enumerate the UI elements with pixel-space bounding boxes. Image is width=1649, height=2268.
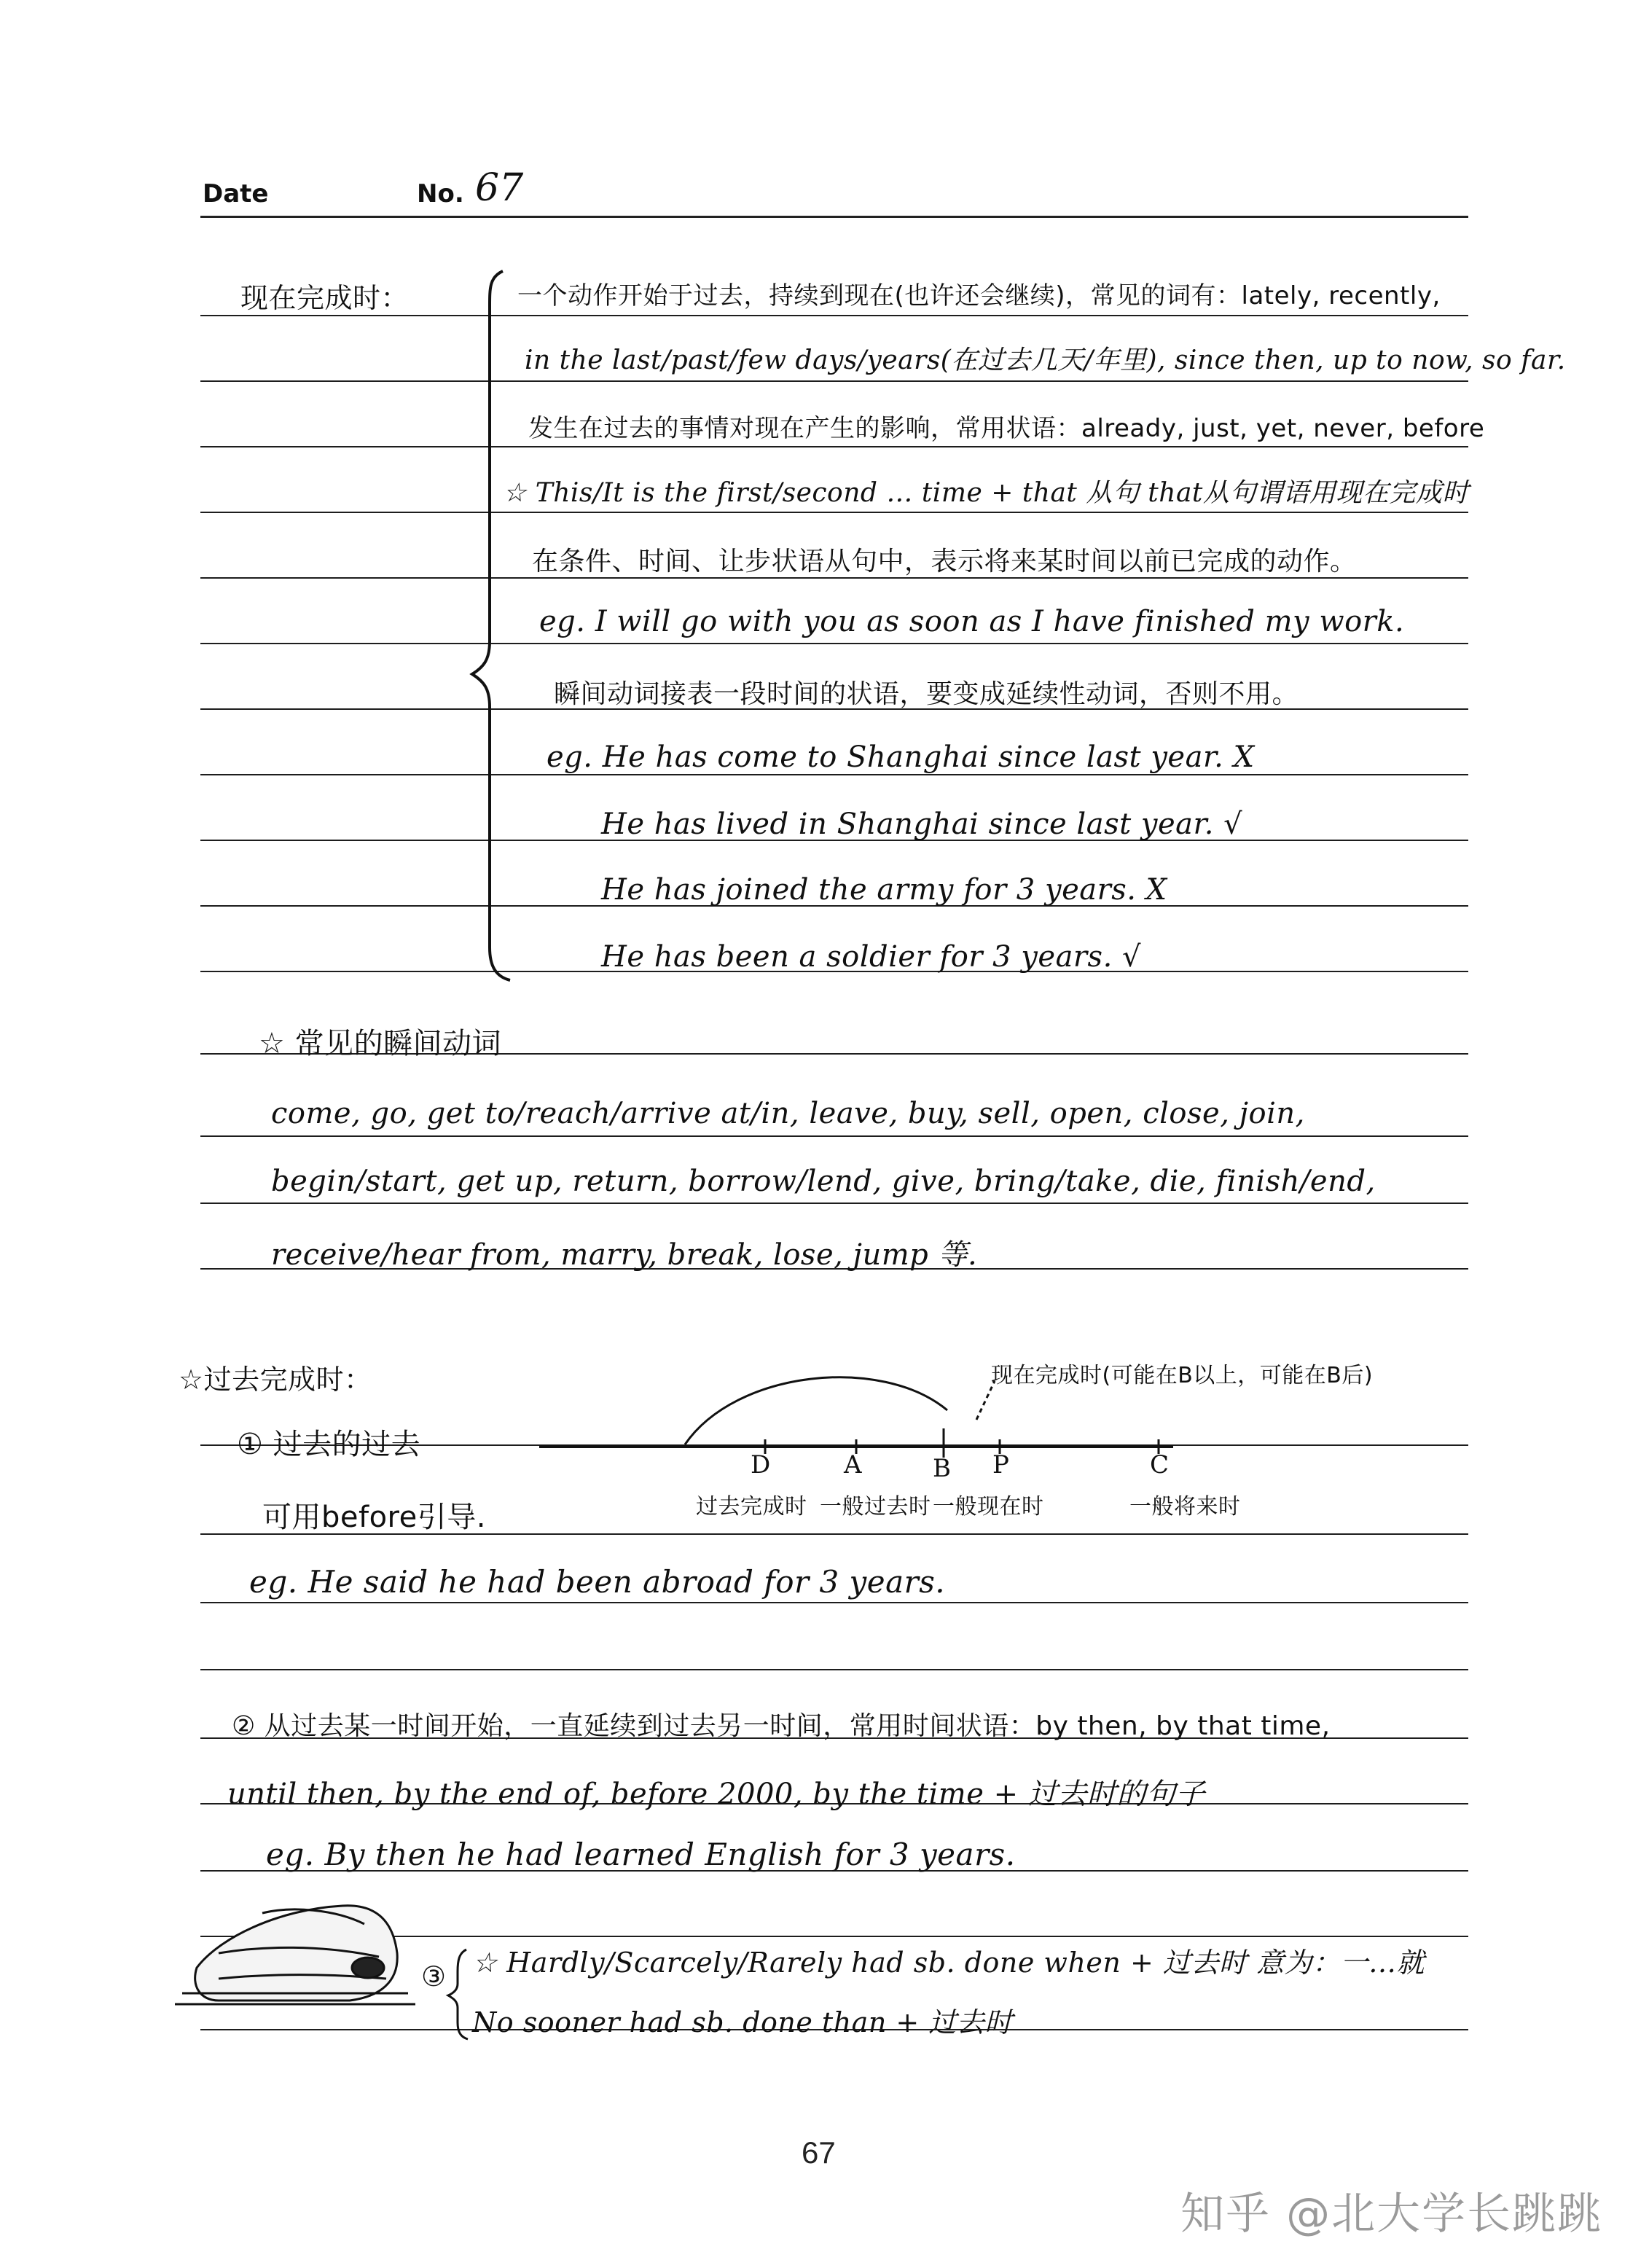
brace-mark: [472, 271, 510, 980]
watermark: 知乎 @北大学长跳跳: [1180, 2189, 1603, 2240]
timeline-label: 过去完成时: [696, 1494, 807, 1520]
example-line: He has been a soldier for 3 years. √: [601, 940, 1141, 974]
point-1-example: eg. He said he had been abroad for 3 years.: [249, 1564, 946, 1600]
example-line: He has lived in Shanghai since last year. √: [601, 808, 1243, 841]
train-sketch: [175, 1906, 415, 2004]
timeline-letter-p: P: [992, 1450, 1010, 1479]
timeline-label: 一般将来时: [1129, 1494, 1241, 1520]
point-3-line: ☆ Hardly/Scarcely/Rarely had sb. done when + 过去时 意为：一…就: [472, 1947, 1425, 1979]
timeline-label: 一般过去时: [820, 1494, 931, 1520]
point-2-example: eg. By then he had learned English for 3 years.: [266, 1837, 1016, 1872]
page-number: 67: [802, 2135, 836, 2170]
present-perfect-title: 现在完成时：: [240, 282, 410, 314]
verb-list-line: receive/hear from, marry, break, lose, jump 等.: [271, 1238, 978, 1272]
timeline-letter-a: A: [844, 1450, 863, 1479]
point-1-title: ① 过去的过去: [237, 1428, 421, 1461]
page-no-value: 67: [475, 166, 524, 210]
text-line: ☆ This/It is the first/second … time + that 从句 that从句谓语用现在完成时: [503, 478, 1469, 508]
instant-verbs-title: ☆ 常见的瞬间动词: [259, 1027, 502, 1060]
date-label: Date: [203, 179, 269, 208]
text-line: 一个动作开始于过去，持续到现在(也许还会继续)，常见的词有：lately, recently,: [517, 281, 1441, 310]
point-3-number: ③: [421, 1960, 447, 1993]
verb-list-line: begin/start, get up, return, borrow/lend, give, bring/take, die, finish/end,: [271, 1165, 1376, 1198]
example-line: He has joined the army for 3 years. X: [601, 873, 1167, 907]
point-2-line: ② 从过去某一时间开始，一直延续到过去另一时间，常用时间状语：by then, by that time,: [232, 1711, 1331, 1741]
text-line: eg. I will go with you as soon as I have finished my work.: [539, 605, 1405, 638]
text-line: 瞬间动词接表一段时间的状语，要变成延续性动词，否则不用。: [554, 679, 1299, 709]
timeline-letter-c: C: [1150, 1450, 1170, 1479]
timeline-note: 现在完成时(可能在B以上，可能在B后): [991, 1363, 1374, 1388]
timeline-label: 一般现在时: [933, 1494, 1044, 1520]
verb-list-line: come, go, get to/reach/arrive at/in, leave, buy, sell, open, close, join,: [271, 1097, 1305, 1130]
past-perfect-title: ☆过去完成时：: [179, 1364, 372, 1396]
timeline-arc: [685, 1377, 947, 1444]
timeline-letter-d: D: [751, 1450, 771, 1479]
no-label: No.: [417, 179, 464, 208]
point-1-line: 可用before引导.: [262, 1501, 486, 1534]
text-line: 在条件、时间、让步状语从句中，表示将来某时间以前已完成的动作。: [532, 547, 1357, 576]
text-line: 发生在过去的事情对现在产生的影响，常用状语：already, just, yet, never, before: [528, 414, 1485, 443]
timeline-letter-b: B: [933, 1454, 952, 1483]
point-2-line: until then, by the end of, before 2000, by the time + 过去时的句子: [227, 1778, 1205, 1811]
example-line: eg. He has come to Shanghai since last year. X: [547, 740, 1255, 774]
point-3-line: No sooner had sb. done than + 过去时: [472, 2006, 1013, 2038]
text-line: in the last/past/few days/years(在过去几天/年里), since then, up to now, so far.: [525, 345, 1566, 375]
